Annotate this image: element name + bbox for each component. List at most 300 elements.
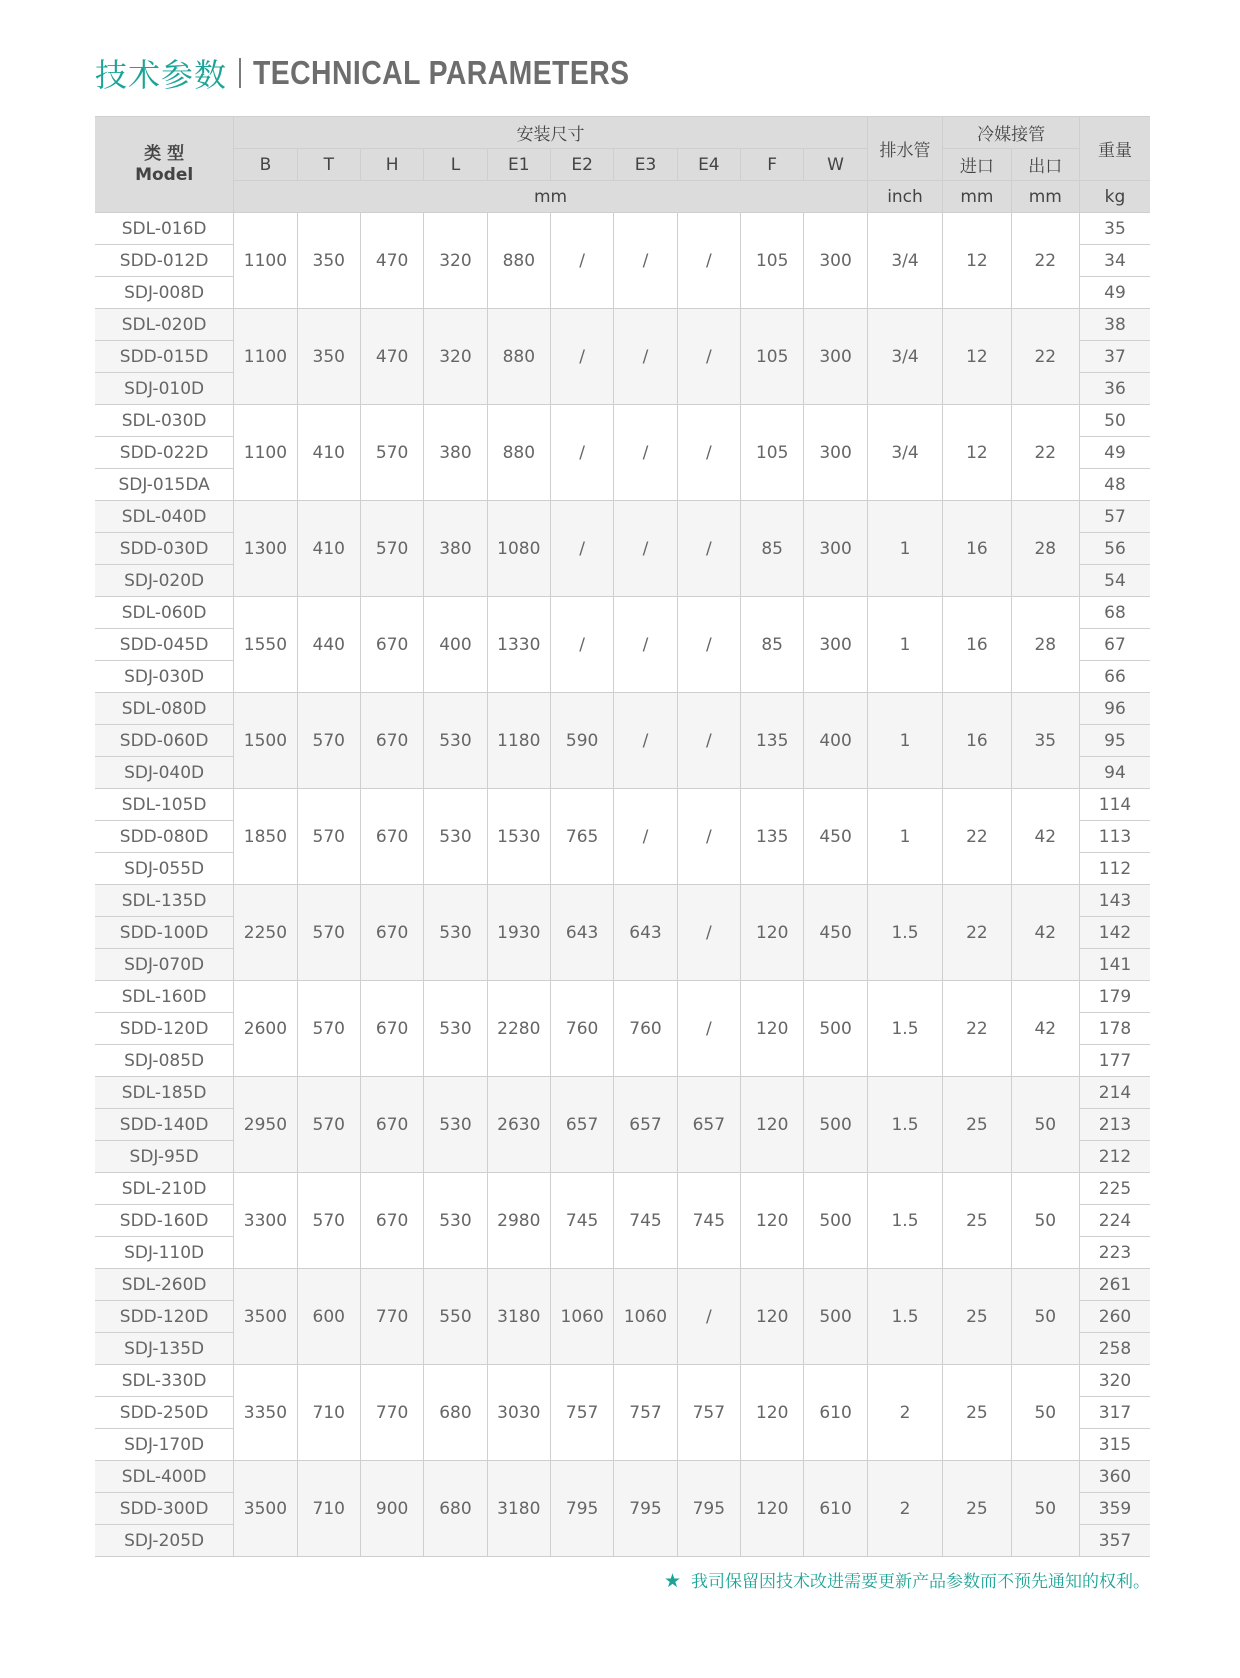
model-cell: SDJ-008D <box>95 277 234 309</box>
value-cell: 2630 <box>487 1077 550 1173</box>
value-cell: 470 <box>360 309 423 405</box>
value-cell: / <box>677 693 740 789</box>
weight-cell: 315 <box>1079 1429 1150 1461</box>
model-cell: SDJ-170D <box>95 1429 234 1461</box>
model-cell: SDJ-135D <box>95 1333 234 1365</box>
value-cell: 500 <box>804 1269 867 1365</box>
value-cell: / <box>550 405 613 501</box>
value-cell: 795 <box>614 1461 677 1557</box>
value-cell: 3180 <box>487 1461 550 1557</box>
table-row <box>95 597 1150 629</box>
inlet-unit: mm <box>943 181 1011 213</box>
value-cell: 1300 <box>234 501 297 597</box>
weight-unit: kg <box>1079 181 1150 213</box>
value-cell: 135 <box>741 693 804 789</box>
model-cell: SDD-015D <box>95 341 234 373</box>
weight-cell: 112 <box>1079 853 1150 885</box>
model-cell: SDL-160D <box>95 981 234 1013</box>
value-cell: 610 <box>804 1365 867 1461</box>
dim-header: W <box>804 149 867 181</box>
value-cell: / <box>550 597 613 693</box>
model-cell: SDD-022D <box>95 437 234 469</box>
weight-cell: 35 <box>1079 213 1150 245</box>
value-cell: 745 <box>614 1173 677 1269</box>
table-row <box>95 981 1150 1013</box>
weight-cell: 223 <box>1079 1237 1150 1269</box>
drain-pipe-header: 排水管 <box>867 117 942 181</box>
value-cell: 1.5 <box>867 1173 942 1269</box>
weight-cell: 50 <box>1079 405 1150 437</box>
value-cell: 530 <box>424 1077 487 1173</box>
value-cell: 530 <box>424 981 487 1077</box>
value-cell: 105 <box>741 309 804 405</box>
value-cell: 760 <box>550 981 613 1077</box>
value-cell: 745 <box>550 1173 613 1269</box>
weight-cell: 317 <box>1079 1397 1150 1429</box>
value-cell: 42 <box>1011 789 1079 885</box>
weight-cell: 49 <box>1079 277 1150 309</box>
weight-cell: 213 <box>1079 1109 1150 1141</box>
model-cell: SDJ-085D <box>95 1045 234 1077</box>
value-cell: 400 <box>804 693 867 789</box>
table-row <box>95 1173 1150 1205</box>
model-header <box>95 117 234 213</box>
value-cell: 300 <box>804 213 867 309</box>
value-cell: 880 <box>487 405 550 501</box>
value-cell: / <box>614 213 677 309</box>
dim-header: L <box>424 149 487 181</box>
value-cell: 22 <box>943 885 1011 981</box>
value-cell: 25 <box>943 1461 1011 1557</box>
model-cell: SDD-300D <box>95 1493 234 1525</box>
value-cell: 2 <box>867 1365 942 1461</box>
value-cell: 880 <box>487 309 550 405</box>
model-cell: SDJ-070D <box>95 949 234 981</box>
weight-cell: 54 <box>1079 565 1150 597</box>
value-cell: 1 <box>867 501 942 597</box>
value-cell: / <box>614 501 677 597</box>
model-cell: SDJ-205D <box>95 1525 234 1557</box>
value-cell: 500 <box>804 1077 867 1173</box>
value-cell: 1 <box>867 597 942 693</box>
value-cell: / <box>677 597 740 693</box>
value-cell: / <box>677 789 740 885</box>
table-row <box>95 789 1150 821</box>
title-divider <box>239 58 241 88</box>
value-cell: 410 <box>297 501 360 597</box>
weight-cell: 320 <box>1079 1365 1150 1397</box>
model-cell: SDL-030D <box>95 405 234 437</box>
model-cell: SDD-120D <box>95 1301 234 1333</box>
value-cell: 22 <box>1011 213 1079 309</box>
model-header-en: Model <box>135 164 194 185</box>
title-chinese: 技术参数 <box>95 56 228 94</box>
value-cell: / <box>550 501 613 597</box>
value-cell: / <box>550 309 613 405</box>
value-cell: 25 <box>943 1269 1011 1365</box>
value-cell: 570 <box>297 693 360 789</box>
value-cell: 570 <box>297 789 360 885</box>
value-cell: 300 <box>804 405 867 501</box>
model-cell: SDD-030D <box>95 533 234 565</box>
value-cell: 42 <box>1011 981 1079 1077</box>
value-cell: 643 <box>614 885 677 981</box>
value-cell: 530 <box>424 789 487 885</box>
dim-header: F <box>741 149 804 181</box>
value-cell: 380 <box>424 405 487 501</box>
table-row <box>95 885 1150 917</box>
value-cell: 530 <box>424 1173 487 1269</box>
value-cell: 610 <box>804 1461 867 1557</box>
value-cell: 12 <box>943 213 1011 309</box>
value-cell: 710 <box>297 1461 360 1557</box>
model-cell: SDL-105D <box>95 789 234 821</box>
value-cell: 670 <box>360 693 423 789</box>
value-cell: 350 <box>297 213 360 309</box>
value-cell: 530 <box>424 693 487 789</box>
inlet-header: 进口 <box>943 149 1011 181</box>
value-cell: 500 <box>804 981 867 1077</box>
value-cell: / <box>614 309 677 405</box>
value-cell: 28 <box>1011 501 1079 597</box>
value-cell: 380 <box>424 501 487 597</box>
value-cell: 120 <box>741 1365 804 1461</box>
weight-cell: 212 <box>1079 1141 1150 1173</box>
table-row <box>95 213 1150 245</box>
model-cell: SDD-060D <box>95 725 234 757</box>
value-cell: 757 <box>677 1365 740 1461</box>
value-cell: / <box>677 405 740 501</box>
value-cell: 3300 <box>234 1173 297 1269</box>
model-cell: SDD-100D <box>95 917 234 949</box>
value-cell: 795 <box>550 1461 613 1557</box>
drain-unit: inch <box>867 181 942 213</box>
value-cell: 770 <box>360 1269 423 1365</box>
value-cell: 3030 <box>487 1365 550 1461</box>
model-cell: SDJ-110D <box>95 1237 234 1269</box>
weight-cell: 261 <box>1079 1269 1150 1301</box>
value-cell: 3500 <box>234 1269 297 1365</box>
value-cell: 50 <box>1011 1365 1079 1461</box>
value-cell: 3500 <box>234 1461 297 1557</box>
table-row <box>95 1365 1150 1397</box>
value-cell: 50 <box>1011 1269 1079 1365</box>
page-title <box>95 48 691 98</box>
value-cell: 880 <box>487 213 550 309</box>
value-cell: 85 <box>741 597 804 693</box>
value-cell: 770 <box>360 1365 423 1461</box>
table-body <box>95 213 1150 1557</box>
model-cell: SDD-080D <box>95 821 234 853</box>
value-cell: / <box>677 885 740 981</box>
value-cell: 670 <box>360 789 423 885</box>
value-cell: 2250 <box>234 885 297 981</box>
dim-header: E3 <box>614 149 677 181</box>
value-cell: 1530 <box>487 789 550 885</box>
value-cell: / <box>677 501 740 597</box>
value-cell: 1100 <box>234 213 297 309</box>
value-cell: / <box>677 1269 740 1365</box>
value-cell: 350 <box>297 309 360 405</box>
value-cell: 670 <box>360 885 423 981</box>
weight-cell: 68 <box>1079 597 1150 629</box>
value-cell: / <box>614 405 677 501</box>
table-row <box>95 309 1150 341</box>
model-cell: SDD-045D <box>95 629 234 661</box>
model-cell: SDD-012D <box>95 245 234 277</box>
dim-header: T <box>297 149 360 181</box>
value-cell: 3350 <box>234 1365 297 1461</box>
value-cell: 120 <box>741 885 804 981</box>
value-cell: 50 <box>1011 1077 1079 1173</box>
model-cell: SDD-140D <box>95 1109 234 1141</box>
weight-cell: 114 <box>1079 789 1150 821</box>
model-cell: SDL-210D <box>95 1173 234 1205</box>
dim-header: E1 <box>487 149 550 181</box>
value-cell: 1850 <box>234 789 297 885</box>
dim-header: B <box>234 149 297 181</box>
value-cell: 16 <box>943 597 1011 693</box>
refrigerant-pipe-header: 冷媒接管 <box>943 117 1080 149</box>
weight-cell: 56 <box>1079 533 1150 565</box>
value-cell: / <box>614 597 677 693</box>
value-cell: 450 <box>804 789 867 885</box>
model-cell: SDD-120D <box>95 1013 234 1045</box>
value-cell: 765 <box>550 789 613 885</box>
weight-cell: 38 <box>1079 309 1150 341</box>
model-cell: SDL-020D <box>95 309 234 341</box>
value-cell: 16 <box>943 693 1011 789</box>
model-cell: SDJ-95D <box>95 1141 234 1173</box>
value-cell: 410 <box>297 405 360 501</box>
value-cell: 135 <box>741 789 804 885</box>
value-cell: 657 <box>614 1077 677 1173</box>
value-cell: 120 <box>741 1077 804 1173</box>
value-cell: 50 <box>1011 1461 1079 1557</box>
footnote-text: 我司保留因技术改进需要更新产品参数而不预先通知的权利。 <box>691 1572 1150 1592</box>
dimension-unit: mm <box>234 181 868 213</box>
value-cell: 1550 <box>234 597 297 693</box>
value-cell: 680 <box>424 1365 487 1461</box>
value-cell: 1.5 <box>867 1269 942 1365</box>
value-cell: 670 <box>360 981 423 1077</box>
dim-header: H <box>360 149 423 181</box>
value-cell: 900 <box>360 1461 423 1557</box>
value-cell: 1060 <box>614 1269 677 1365</box>
weight-cell: 49 <box>1079 437 1150 469</box>
model-cell: SDJ-055D <box>95 853 234 885</box>
value-cell: 1.5 <box>867 1077 942 1173</box>
value-cell: 1.5 <box>867 885 942 981</box>
value-cell: 1500 <box>234 693 297 789</box>
table-row <box>95 1077 1150 1109</box>
value-cell: 1930 <box>487 885 550 981</box>
value-cell: 85 <box>741 501 804 597</box>
weight-cell: 57 <box>1079 501 1150 533</box>
dim-header: E4 <box>677 149 740 181</box>
value-cell: 12 <box>943 405 1011 501</box>
value-cell: 450 <box>804 885 867 981</box>
value-cell: 530 <box>424 885 487 981</box>
value-cell: 1 <box>867 693 942 789</box>
weight-cell: 178 <box>1079 1013 1150 1045</box>
table-row <box>95 501 1150 533</box>
weight-header: 重量 <box>1079 117 1150 181</box>
weight-cell: 177 <box>1079 1045 1150 1077</box>
value-cell: / <box>677 981 740 1077</box>
value-cell: / <box>614 789 677 885</box>
value-cell: 670 <box>360 597 423 693</box>
outlet-unit: mm <box>1011 181 1079 213</box>
value-cell: 16 <box>943 501 1011 597</box>
value-cell: 28 <box>1011 597 1079 693</box>
value-cell: 3/4 <box>867 405 942 501</box>
model-cell: SDL-135D <box>95 885 234 917</box>
value-cell: 400 <box>424 597 487 693</box>
weight-cell: 36 <box>1079 373 1150 405</box>
value-cell: 25 <box>943 1365 1011 1461</box>
weight-cell: 37 <box>1079 341 1150 373</box>
value-cell: 300 <box>804 309 867 405</box>
value-cell: 1 <box>867 789 942 885</box>
outlet-header: 出口 <box>1011 149 1079 181</box>
value-cell: 50 <box>1011 1173 1079 1269</box>
weight-cell: 214 <box>1079 1077 1150 1109</box>
value-cell: 1100 <box>234 309 297 405</box>
value-cell: 3/4 <box>867 309 942 405</box>
value-cell: 320 <box>424 309 487 405</box>
value-cell: 25 <box>943 1077 1011 1173</box>
value-cell: 657 <box>550 1077 613 1173</box>
value-cell: 570 <box>360 405 423 501</box>
value-cell: 550 <box>424 1269 487 1365</box>
value-cell: 2 <box>867 1461 942 1557</box>
value-cell: 120 <box>741 1461 804 1557</box>
value-cell: 3/4 <box>867 213 942 309</box>
weight-cell: 258 <box>1079 1333 1150 1365</box>
weight-cell: 95 <box>1079 725 1150 757</box>
weight-cell: 34 <box>1079 245 1150 277</box>
model-cell: SDD-160D <box>95 1205 234 1237</box>
value-cell: 3180 <box>487 1269 550 1365</box>
weight-cell: 359 <box>1079 1493 1150 1525</box>
value-cell: 570 <box>297 1077 360 1173</box>
value-cell: 757 <box>614 1365 677 1461</box>
model-cell: SDJ-015DA <box>95 469 234 501</box>
weight-cell: 225 <box>1079 1173 1150 1205</box>
technical-parameters-table <box>95 116 1150 1557</box>
model-cell: SDL-016D <box>95 213 234 245</box>
weight-cell: 66 <box>1079 661 1150 693</box>
model-cell: SDL-330D <box>95 1365 234 1397</box>
weight-cell: 224 <box>1079 1205 1150 1237</box>
value-cell: 35 <box>1011 693 1079 789</box>
weight-cell: 357 <box>1079 1525 1150 1557</box>
model-cell: SDJ-010D <box>95 373 234 405</box>
value-cell: 600 <box>297 1269 360 1365</box>
weight-cell: 94 <box>1079 757 1150 789</box>
value-cell: 670 <box>360 1077 423 1173</box>
value-cell: 120 <box>741 981 804 1077</box>
value-cell: 2600 <box>234 981 297 1077</box>
model-cell: SDL-060D <box>95 597 234 629</box>
value-cell: 42 <box>1011 885 1079 981</box>
dim-header: E2 <box>550 149 613 181</box>
value-cell: 1100 <box>234 405 297 501</box>
weight-cell: 141 <box>1079 949 1150 981</box>
value-cell: 22 <box>1011 405 1079 501</box>
model-cell: SDL-185D <box>95 1077 234 1109</box>
value-cell: 680 <box>424 1461 487 1557</box>
value-cell: 2280 <box>487 981 550 1077</box>
table-row <box>95 693 1150 725</box>
footnote <box>664 1567 1150 1592</box>
value-cell: 570 <box>297 981 360 1077</box>
model-cell: SDJ-030D <box>95 661 234 693</box>
weight-cell: 260 <box>1079 1301 1150 1333</box>
value-cell: 12 <box>943 309 1011 405</box>
title-english: TECHNICAL PARAMETERS <box>253 54 630 91</box>
value-cell: 1.5 <box>867 981 942 1077</box>
value-cell: 22 <box>943 789 1011 885</box>
value-cell: 760 <box>614 981 677 1077</box>
table-row <box>95 1461 1150 1493</box>
model-cell: SDL-260D <box>95 1269 234 1301</box>
model-cell: SDJ-020D <box>95 565 234 597</box>
value-cell: 1060 <box>550 1269 613 1365</box>
value-cell: 2980 <box>487 1173 550 1269</box>
table-row <box>95 1269 1150 1301</box>
value-cell: 300 <box>804 597 867 693</box>
value-cell: 120 <box>741 1269 804 1365</box>
model-cell: SDL-400D <box>95 1461 234 1493</box>
value-cell: 643 <box>550 885 613 981</box>
value-cell: 570 <box>360 501 423 597</box>
value-cell: / <box>677 309 740 405</box>
weight-cell: 360 <box>1079 1461 1150 1493</box>
value-cell: / <box>677 213 740 309</box>
value-cell: 440 <box>297 597 360 693</box>
install-dimensions-header: 安装尺寸 <box>234 117 868 149</box>
model-cell: SDL-080D <box>95 693 234 725</box>
value-cell: 745 <box>677 1173 740 1269</box>
value-cell: 1180 <box>487 693 550 789</box>
value-cell: / <box>550 213 613 309</box>
value-cell: 570 <box>297 885 360 981</box>
value-cell: 105 <box>741 405 804 501</box>
value-cell: 2950 <box>234 1077 297 1173</box>
value-cell: 22 <box>1011 309 1079 405</box>
value-cell: 570 <box>297 1173 360 1269</box>
value-cell: 320 <box>424 213 487 309</box>
value-cell: 657 <box>677 1077 740 1173</box>
value-cell: 22 <box>943 981 1011 1077</box>
value-cell: 757 <box>550 1365 613 1461</box>
value-cell: 300 <box>804 501 867 597</box>
model-cell: SDL-040D <box>95 501 234 533</box>
value-cell: 470 <box>360 213 423 309</box>
weight-cell: 67 <box>1079 629 1150 661</box>
value-cell: 670 <box>360 1173 423 1269</box>
table-row <box>95 405 1150 437</box>
weight-cell: 48 <box>1079 469 1150 501</box>
value-cell: 120 <box>741 1173 804 1269</box>
weight-cell: 179 <box>1079 981 1150 1013</box>
weight-cell: 142 <box>1079 917 1150 949</box>
model-cell: SDJ-040D <box>95 757 234 789</box>
table-header <box>95 117 1150 213</box>
value-cell: 105 <box>741 213 804 309</box>
